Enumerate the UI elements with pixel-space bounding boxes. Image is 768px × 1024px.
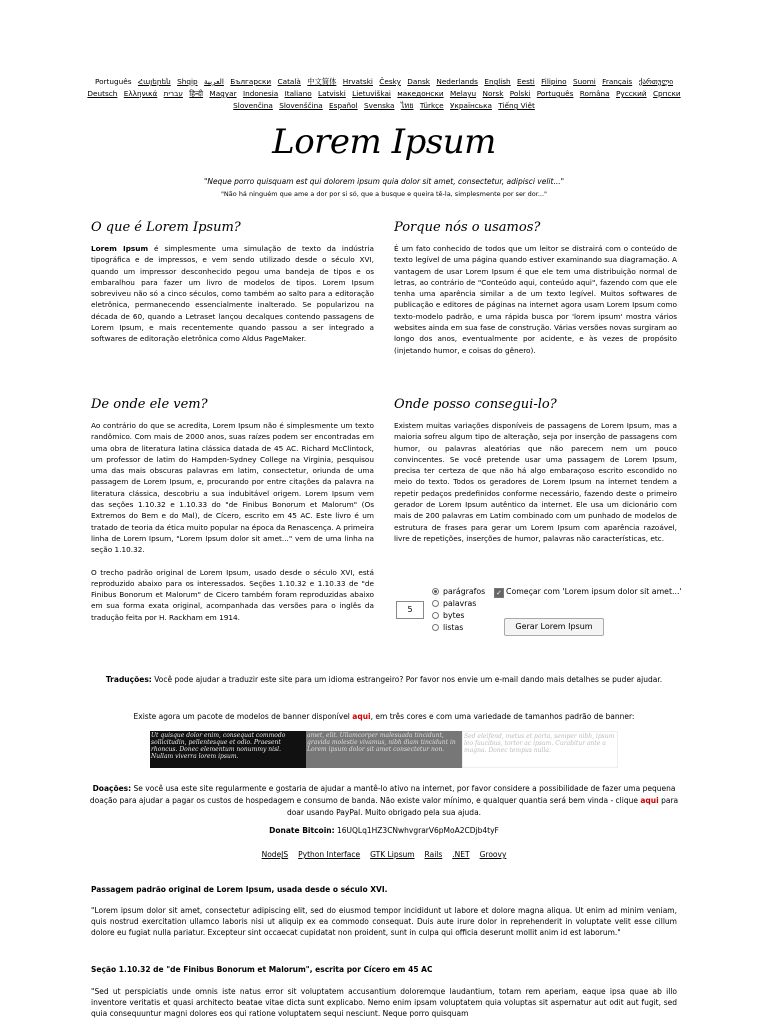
standard-text: "Lorem ipsum dolor sit amet, consectetur adipiscing elit, sed do eiusmod tempor incididunt ut labore et dolore magna aliqua. Ut enim ad minim veniam, quis nostrud exercitation ullamco laboris nisi ut aliquip ex ea commodo consequat. Duis aute irure dolor in reprehenderit in voluptate velit esse cillum dolore eu fugiat nulla pariatur. Excepteur sint occaecat cupidatat non proident, sunt in culpa qui officia deserunt mollit anim id est laborum." xyxy=(91,906,677,937)
radio-label: listas xyxy=(443,622,464,632)
language-link[interactable]: Español xyxy=(329,101,358,110)
section-text: É um fato conhecido de todos que um leitor se distrairá com o conteúdo de texto legível de uma página quando estiver examinando sua diagramação. A vantagem de usar Lorem Ipsum é que ele tem uma distribuição normal de letras, ao contrário de "Conteúdo aqui, conteúdo aqui", fazendo com que ele tenha uma aparência similar a de um texto legível. Muitos softwares de publicação e editores de páginas na internet agora usam Lorem Ipsum como texto-modelo padrão, e uma rápida busca por 'lorem ipsum' mostra vários websites ainda em sua fase de construção. Várias versões novas surgiram ao longo dos anos, eventualmente por acidente, e às vezes de propósito (injetando humor, e coisas do gênero). xyxy=(394,244,677,355)
language-link[interactable]: Pyccкий xyxy=(615,89,647,98)
generator-form xyxy=(396,585,686,641)
section-heading: O que é Lorem Ipsum? xyxy=(91,220,241,235)
language-link[interactable]: Polski xyxy=(509,89,531,98)
language-link[interactable]: Indonesia xyxy=(242,89,279,98)
radio-button[interactable] xyxy=(432,588,439,595)
language-link[interactable]: македонски xyxy=(397,89,444,98)
language-link[interactable]: Magyar xyxy=(209,89,237,98)
banner-sample-light[interactable]: Sed eleifend, metus et porta, semper nibh, ipsum leo faucibus, tortor ac ipsum. Curabitur ante a magna. Donec tempus nulla. xyxy=(462,731,618,768)
language-link[interactable]: Български xyxy=(230,77,272,86)
banner-sample-dark[interactable]: Ut quisque dolor enim, consequat commodo sollicitudin, pellentesque et odio. Praesent rhoncus. Donec elementum nonummy nisl. Nullam viverra lorem ipsum. xyxy=(150,731,306,768)
radio-label: bytes xyxy=(443,610,465,620)
language-link[interactable]: Italiano xyxy=(284,89,312,98)
section-text: Ao contrário do que se acredita, Lorem Ipsum não é simplesmente um texto randômico. Com mais de 2000 anos, suas raízes podem ser encontradas em uma obra de literatura latina clássica datada de 45 AC. Richard McClintock, um professor de latim do Hampden-Sydney College na Virginia, pesquisou uma das mais obscuras palavras em latim, consectetur, oriunda de uma passagem de Lorem Ipsum, e, procurando por entre citações da palavra na literatura clássica, descobriu a sua indubitável origem. Lorem Ipsum vem das seções 1.10.32 e 1.10.33 do "de Finibus Bonorum et Malorum" (Os Extremos do Bem e do Mal), de Cícero, escrito em 45 AC. Este livro é um tratado de teoria da ética muito popular na época da Renascença. A primeira linha de Lorem Ipsum, "Lorem Ipsum dolor sit amet..." vem de uma linha na seção 1.10.32. xyxy=(91,421,375,555)
language-link[interactable]: English xyxy=(484,77,511,86)
language-link: Português xyxy=(94,77,132,86)
section-heading: Onde posso consegui-lo? xyxy=(394,397,557,412)
language-link[interactable]: Latviski xyxy=(318,89,346,98)
checkbox-label: Começar com 'Lorem ipsum dolor sit amet...' xyxy=(506,587,682,596)
section-where-get xyxy=(394,397,677,544)
section-where-from xyxy=(91,397,374,623)
language-link[interactable]: Српски xyxy=(652,89,681,98)
radio-button[interactable] xyxy=(432,612,439,619)
tools-links xyxy=(84,850,684,859)
language-link[interactable]: العربية xyxy=(203,77,224,86)
donations-note: Doações: Se você usa este site regularmente e gostaria de ajudar a mantê-lo ativo na internet, por favor considere a possibilidade de fazer uma pequena doação para ajudar a pagar os custos de hospedagem e consumo de banda. Não existe valor mínimo, e qualquer quantia será bem vinda - clique aqui para doar usando PayPal. Muito obrigado pela sua ajuda. xyxy=(89,784,679,817)
section-heading: Porque nós o usamos? xyxy=(394,220,541,235)
radio-button[interactable] xyxy=(432,600,439,607)
banner-sample-gray[interactable]: amet, elit. Ullamcorper malesuada tincidunt, gravida molestie vivamus, nibh diam tincidunt in Lorem ipsum dolor sit amet consectetur non. xyxy=(306,731,462,768)
language-link[interactable]: Français xyxy=(602,77,633,86)
banners-link[interactable]: aqui xyxy=(352,712,371,721)
language-link[interactable]: Suomi xyxy=(572,77,596,86)
section-text: Existem muitas variações disponíveis de passagens de Lorem Ipsum, mas a maioria sofreu algum tipo de alteração, seja por inserção de passagens com humor, ou palavras aleatórias que não parecem nem um pouco convincentes. Se você pretende usar uma passagem de Lorem Ipsum, precisa ter certeza de que não há algo embaraçoso escrito escondido no meio do texto. Todos os geradores de Lorem Ipsum na internet tendem a repetir pedaços predefinidos conforme necessário, fazendo deste o primeiro gerador de Lorem Ipsum autêntico da internet. Ele usa um dicionário com mais de 200 palavras em Latim combinado com um punhado de modelos de estrutura de frases para gerar um Lorem Ipsum com aparência razoável, livre de repetições, inserções de humor, palavras não características, etc. xyxy=(394,421,677,543)
language-link[interactable]: Tiếng Việt xyxy=(498,101,535,110)
tool-link[interactable]: Groovy xyxy=(479,850,507,859)
latin-quote: "Neque porro quisquam est qui dolorem ipsum quia dolor sit amet, consectetur, adipisci velit..." xyxy=(203,177,565,186)
language-link[interactable]: Româna xyxy=(579,89,610,98)
language-link[interactable]: Català xyxy=(277,77,301,86)
language-link[interactable]: Filipino xyxy=(541,77,567,86)
language-link[interactable]: Українська xyxy=(450,101,492,110)
tool-link[interactable]: GTK Lipsum xyxy=(370,850,415,859)
section-1032-text: "Sed ut perspiciatis unde omnis iste natus error sit voluptatem accusantium doloremque laudantium, totam rem aperiam, eaque ipsa quae ab illo inventore veritatis et quasi architecto beatae vitae dicta sunt explicabo. Nemo enim ipsam voluptatem quia voluptas sit aspernatur aut odit aut fugit, sed quia consequuntur magni dolores eos qui ratione voluptatem sequi nesciunt. Neque porro quisquam xyxy=(91,987,677,1018)
unit-radio-group xyxy=(432,585,485,633)
tool-link[interactable]: .NET xyxy=(452,850,470,859)
unit-radio-option[interactable] xyxy=(432,621,485,633)
language-link[interactable]: Svenska xyxy=(364,101,395,110)
tool-link[interactable]: Rails xyxy=(424,850,443,859)
language-link[interactable]: हिन्दी xyxy=(189,89,204,98)
page-title: Lorem Ipsum xyxy=(272,122,496,162)
language-link[interactable]: Shqip xyxy=(177,77,198,86)
radio-button[interactable] xyxy=(432,624,439,631)
banners-note: Existe agora um pacote de modelos de banner disponível aqui, em três cores e com uma variedade de tamanhos padrão de banner: xyxy=(133,712,635,721)
unit-radio-option[interactable] xyxy=(432,597,485,609)
amount-input[interactable]: 5 xyxy=(396,601,424,619)
language-link[interactable]: Türkçe xyxy=(419,101,444,110)
unit-radio-option[interactable] xyxy=(432,585,485,597)
bitcoin-note: Donate Bitcoin: 16UQLq1HZ3CNwhvgrarV6pMoA2CDjb4tyF xyxy=(269,826,499,835)
tool-link[interactable]: Python Interface xyxy=(298,850,361,859)
language-link[interactable]: Hrvatski xyxy=(342,77,373,86)
section-text: O trecho padrão original de Lorem Ipsum, usado desde o século XVI, está reproduzido abaixo para os interessados. Seções 1.10.32 e 1.10.33 de "de Finibus Bonorum et Malorum" de Cicero também foram reproduzidas abaixo em sua forma exata original, acompanhada das versões para o inglês da tradução feita por H. Rackham em 1914. xyxy=(91,567,374,622)
language-link[interactable]: Slovenčina xyxy=(233,101,273,110)
language-link[interactable]: Dansk xyxy=(407,77,431,86)
translations-note: Traduções: Você pode ajudar a traduzir este site para um idioma estrangeiro? Por favor nos envie um e-mail dando mais detalhes se puder ajudar. xyxy=(105,675,663,684)
language-link[interactable]: Slovenščina xyxy=(279,101,323,110)
language-link[interactable]: Ελληνικά xyxy=(123,89,158,98)
language-link[interactable]: Deutsch xyxy=(87,89,118,98)
language-link[interactable]: Nederlands xyxy=(436,77,478,86)
donate-link[interactable]: aqui xyxy=(640,796,659,805)
language-link[interactable]: 中文简体 xyxy=(307,77,337,86)
language-link[interactable]: Melayu xyxy=(449,89,477,98)
language-link[interactable]: ქართული xyxy=(638,77,674,86)
standard-heading: Passagem padrão original de Lorem Ipsum, usada desde o século XVI. xyxy=(91,885,388,894)
portuguese-quote: "Não há ninguém que ame a dor por si só, que a busque e queira tê-la, simplesmente por ser dor..." xyxy=(220,190,548,198)
language-link[interactable]: Česky xyxy=(379,77,401,86)
language-list xyxy=(84,76,684,112)
radio-label: palavras xyxy=(443,598,477,608)
language-link[interactable]: ไทย xyxy=(400,101,414,110)
language-link[interactable]: עברית xyxy=(163,89,183,98)
section-heading: De onde ele vem? xyxy=(91,397,208,412)
section-1032-heading: Seção 1.10.32 de "de Finibus Bonorum et Malorum", escrita por Cícero em 45 AC xyxy=(91,965,433,974)
language-link[interactable]: Lietuviškai xyxy=(352,89,391,98)
section-text: Lorem Ipsum é simplesmente uma simulação de texto da indústria tipográfica e de impressos, e vem sendo utilizado desde o século XVI, quando um impressor desconhecido pegou uma bandeja de tipos e os embaralhou para fazer um livro de modelos de tipos. Lorem Ipsum sobreviveu não só a cinco séculos, como também ao salto para a editoração eletrônica, permanecendo essencialmente inalterado. Se popularizou na década de 60, quando a Letraset lançou decalques contendo passagens de Lorem Ipsum, e mais recentemente quando passou a ser integrado a softwares de editoração eletrônica como Aldus PageMaker. xyxy=(91,244,374,344)
language-link[interactable]: Հայերեն xyxy=(137,77,171,86)
section-what-is xyxy=(91,220,374,345)
generate-button[interactable]: Gerar Lorem Ipsum xyxy=(504,618,604,636)
start-with-lorem-checkbox[interactable]: ✓ xyxy=(494,588,504,598)
tool-link[interactable]: NodeJS xyxy=(261,850,289,859)
language-link[interactable]: Português xyxy=(536,89,574,98)
unit-radio-option[interactable] xyxy=(432,609,485,621)
section-why xyxy=(394,220,677,356)
radio-label: parágrafos xyxy=(443,586,486,596)
language-link[interactable]: Eesti xyxy=(517,77,535,86)
language-link[interactable]: Norsk xyxy=(482,89,504,98)
